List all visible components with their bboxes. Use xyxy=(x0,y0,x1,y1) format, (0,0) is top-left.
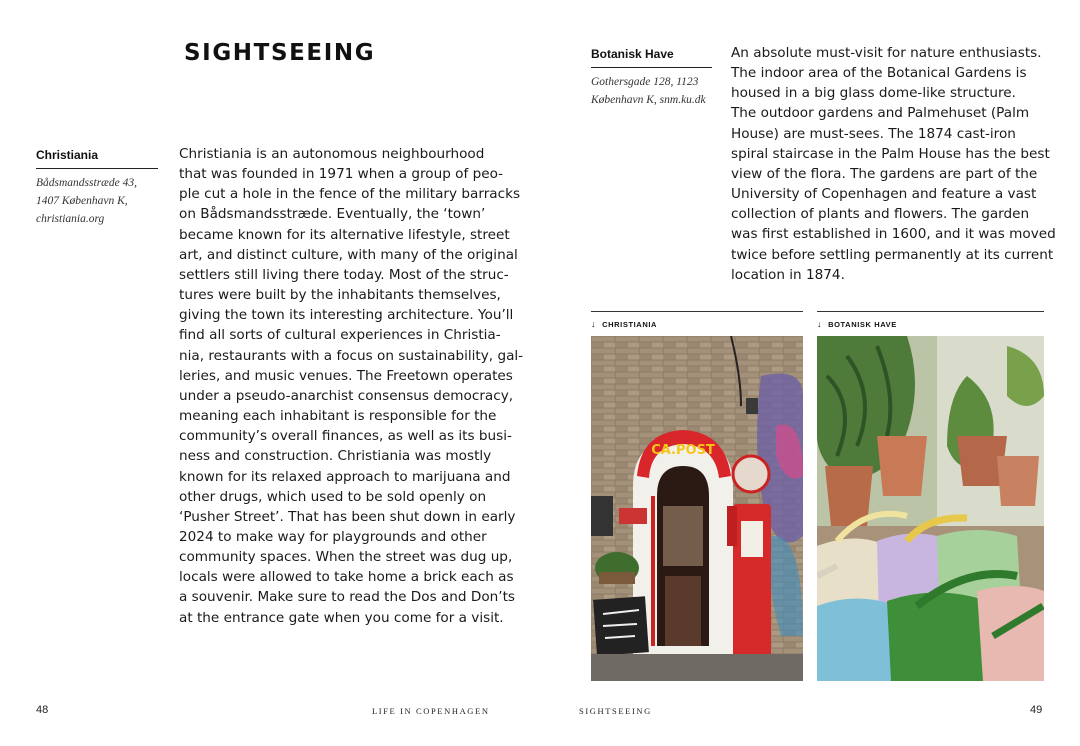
text-line: at the entrance gate when you come for a visit. xyxy=(179,609,504,626)
section-title: SIGHTSEEING xyxy=(184,40,376,66)
text-line: ple cut a hole in the fence of the military barracks xyxy=(179,186,521,203)
text-line: other drugs, which used to be sold openly on xyxy=(179,488,487,505)
text-line: ‘Pusher Street’. That has been shut down in early xyxy=(179,508,516,525)
photo-christiania xyxy=(591,336,803,681)
text-line: spiral staircase in the Palm House has the best xyxy=(731,145,1050,162)
text-line: community spaces. When the street was dug up, xyxy=(179,549,513,566)
text-line: find all sorts of cultural experiences in Christia- xyxy=(179,327,501,344)
text-line: collection of plants and flowers. The garden xyxy=(731,206,1030,223)
text-line: meaning each inhabitant is responsible for the xyxy=(179,408,497,425)
body-text-botanisk-have xyxy=(731,43,1056,285)
text-line: known for its relaxed approach to marijuana and xyxy=(179,468,511,485)
text-line: that was founded in 1971 when a group of peo- xyxy=(179,166,504,183)
text-line: was first established in 1600, and it was moved xyxy=(731,226,1056,243)
address-line: København K, snm.ku.dk xyxy=(591,94,706,106)
running-head-right: SIGHTSEEING xyxy=(579,706,652,716)
caption-christiania xyxy=(591,311,803,329)
sidebar-christiania xyxy=(36,148,158,228)
address-line: Gothersgade 128, 1123 xyxy=(591,76,699,88)
text-line: settlers still living there today. Most of the struc- xyxy=(179,266,509,283)
text-line: giving the town its interesting architecture. You’ll xyxy=(179,307,514,324)
text-line: community’s overall finances, as well as its busi- xyxy=(179,428,512,445)
text-line: Christiania is an autonomous neighbourhood xyxy=(179,146,485,162)
text-line: view of the flora. The gardens are part of the xyxy=(731,165,1038,182)
text-line: The indoor area of the Botanical Gardens is xyxy=(731,65,1027,82)
text-line: housed in a big glass dome-like structure. xyxy=(731,85,1016,102)
text-line: twice before settling permanently at its current xyxy=(731,246,1054,263)
page-number-left: 48 xyxy=(36,704,49,716)
arrow-down-icon: ↓ xyxy=(591,319,597,329)
caption-label: BOTANISK HAVE xyxy=(828,320,897,329)
page-number-right: 49 xyxy=(1030,704,1043,716)
text-line: a souvenir. Make sure to read the Dos and Don’ts xyxy=(179,589,515,606)
photo-botanisk-have xyxy=(817,336,1044,681)
text-line: locals were allowed to take home a brick each as xyxy=(179,569,514,586)
caption-label: CHRISTIANIA xyxy=(602,320,658,329)
text-line: nia, restaurants with a focus on sustainability, gal- xyxy=(179,347,524,364)
text-line: House) are must-sees. The 1874 cast-iron xyxy=(731,125,1016,142)
arrow-down-icon: ↓ xyxy=(817,319,823,329)
sidebar-botanisk-have xyxy=(591,47,712,109)
text-line: University of Copenhagen and feature a vast xyxy=(731,186,1037,203)
sidebar-address xyxy=(591,73,712,109)
address-line: Bådsmandsstræde 43, xyxy=(36,177,137,189)
address-line: christiania.org xyxy=(36,213,105,225)
text-line: art, and distinct culture, with many of the original xyxy=(179,246,518,263)
text-line: ness and construction. Christiania was mostly xyxy=(179,448,492,465)
text-line: under a pseudo-anarchist consensus democracy, xyxy=(179,387,514,404)
sign-text: CA.POST xyxy=(651,443,715,458)
text-line: became known for its alternative lifestyle, street xyxy=(179,226,510,243)
text-line: tures were built by the inhabitants themselves, xyxy=(179,287,501,304)
text-line: 2024 to make way for playgrounds and other xyxy=(179,528,487,545)
text-line: leries, and music venues. The Freetown operates xyxy=(179,367,513,384)
text-line: on Bådsmandsstræde. Eventually, the ‘town’ xyxy=(179,206,486,223)
body-text-christiania xyxy=(179,144,523,628)
sidebar-title: Christiania xyxy=(36,148,158,169)
text-line: location in 1874. xyxy=(731,266,845,283)
text-line: The outdoor gardens and Palmehuset (Palm xyxy=(731,105,1030,122)
caption-botanisk-have xyxy=(817,311,1044,329)
sidebar-address xyxy=(36,174,158,228)
sidebar-title: Botanisk Have xyxy=(591,47,712,68)
address-line: 1407 København K, xyxy=(36,195,128,207)
running-head-left: LIFE IN COPENHAGEN xyxy=(372,706,490,716)
text-line: An absolute must-visit for nature enthusiasts. xyxy=(731,45,1042,61)
